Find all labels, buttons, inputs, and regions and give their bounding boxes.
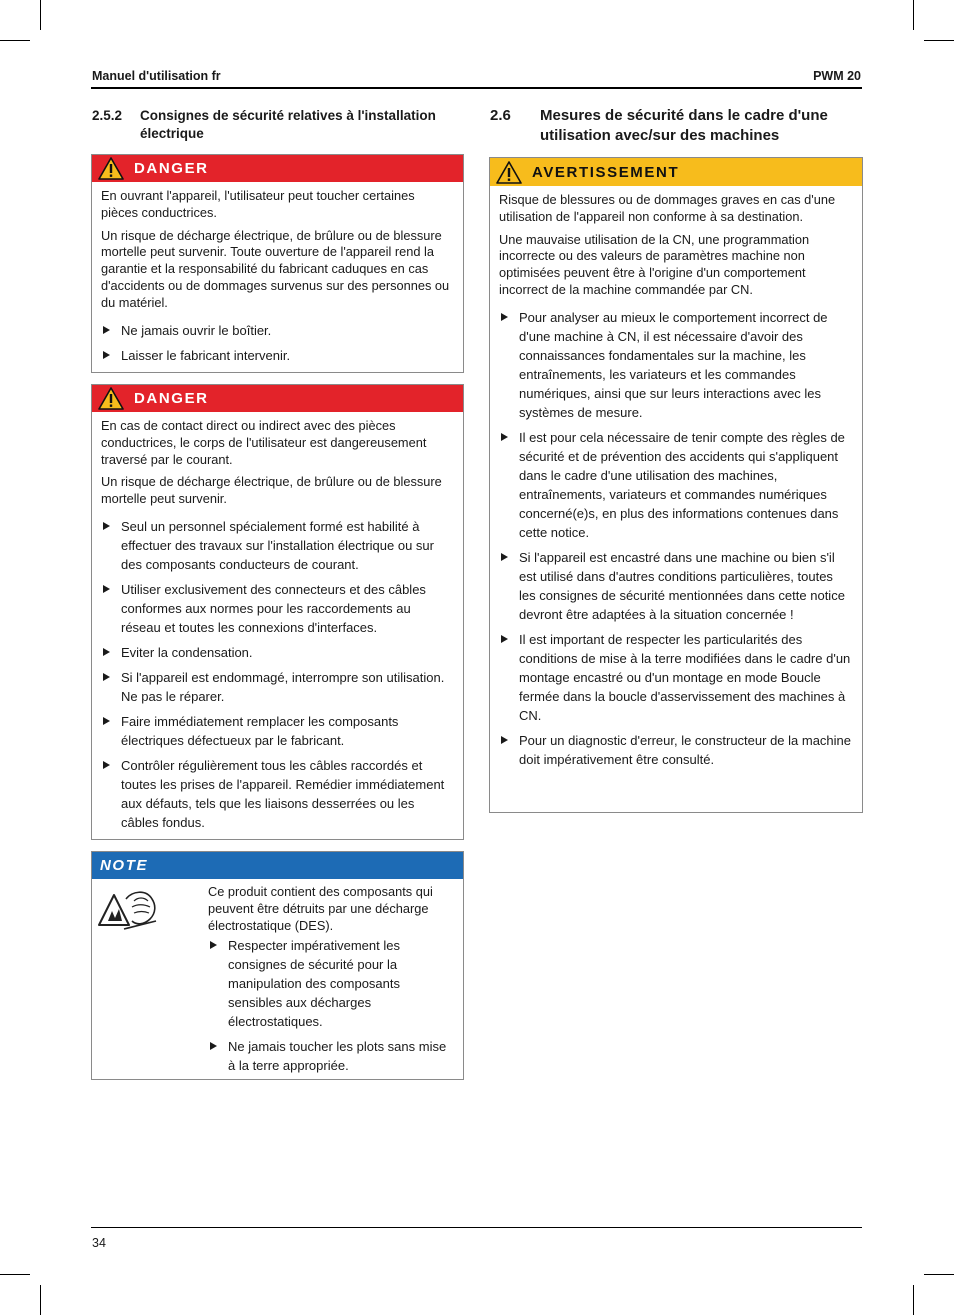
bullet-arrow-icon [103, 326, 110, 334]
danger-box-contact [91, 384, 464, 840]
warning-header [490, 158, 862, 186]
esd-hand-icon [92, 883, 200, 1081]
crop-mark [0, 40, 30, 41]
list-item: Seul un personnel spécialement formé est habilité à effectuer des travaux sur l'installation électrique ou sur des composants conducteurs de courant. [101, 517, 454, 574]
danger-paragraph: Un risque de décharge électrique, de brûlure ou de blessure mortelle peut survenir. Toute ouverture de l'appareil rend la garantie et la responsabilité du fabricant caduques en cas d'accidents ou de dommages survenus sur des personnes ou du matériel. [101, 227, 450, 310]
bullet-arrow-icon [210, 941, 217, 949]
header-rule [91, 87, 862, 89]
section-heading-2-6 [490, 106, 862, 146]
bullet-arrow-icon [103, 673, 110, 681]
bullet-arrow-icon [501, 553, 508, 561]
section-heading-2-5-2 [92, 107, 467, 143]
warning-paragraph: Risque de blessures ou de dommages graves en cas d'une utilisation de l'appareil non conforme à sa destination. [499, 192, 836, 224]
list-item: Si l'appareil est encastré dans une machine ou bien s'il est utilisé dans d'autres conditions particulières, toutes les consignes de sécurité mentionnées dans cette notice devront être adaptées à la situation concernée ! [499, 548, 853, 624]
bullet-arrow-icon [501, 736, 508, 744]
note-label: NOTE [100, 857, 149, 874]
list-item: Laisser le fabricant intervenir. [101, 346, 454, 365]
bullet-arrow-icon [501, 313, 508, 321]
bullet-arrow-icon [103, 522, 110, 530]
list-item: Pour analyser au mieux le comportement incorrect de d'une machine à CN, il est nécessaire d'avoir des connaissances fondamentales sur la machine, les entraînements, les variateurs et les commandes numériques, ainsi que sur leurs interactions avec les systèmes de mesure. [499, 308, 853, 422]
crop-mark [913, 0, 914, 30]
list-item: Utiliser exclusivement des connecteurs et des câbles conformes aux normes pour les raccordements au réseau et toutes les connexions d'interfaces. [101, 580, 454, 637]
bullet-arrow-icon [501, 635, 508, 643]
bullet-arrow-icon [103, 351, 110, 359]
crop-mark [924, 1274, 954, 1275]
warning-triangle-icon [496, 161, 522, 184]
bullet-arrow-icon [103, 585, 110, 593]
warning-box-machines [489, 157, 863, 813]
warning-label: AVERTISSEMENT [532, 163, 680, 181]
list-item: Il est pour cela nécessaire de tenir compte des règles de sécurité et de prévention des accidents qui s'appliquent dans le cadre d'une utilisation des machines, entraînements, variateurs et commandes numériques concerné(e)s, en plus des informations contenues dans cette notice. [499, 428, 853, 542]
crop-mark [913, 1285, 914, 1315]
list-item: Il est important de respecter les particularités des conditions de mise à la terre modifiées dans le cadre d'un montage encastré ou d'un montage en mode Boucle fermée dans la boucle d'asservissement des machines à CN. [499, 630, 853, 725]
danger-header [92, 385, 463, 412]
crop-mark [40, 1285, 41, 1315]
crop-mark [924, 40, 954, 41]
bullet-arrow-icon [210, 1042, 217, 1050]
list-item: Eviter la condensation. [101, 643, 454, 662]
bullet-arrow-icon [103, 717, 110, 725]
list-item: Ne jamais ouvrir le boîtier. [101, 321, 454, 340]
list-item: Ne jamais toucher les plots sans mise à la terre appropriée. [208, 1037, 454, 1075]
section-number: 2.6 [490, 107, 511, 124]
header-manual-title: Manuel d'utilisation fr [92, 69, 221, 83]
section-title: Consignes de sécurité relatives à l'installation électrique [140, 108, 436, 141]
note-header [92, 852, 463, 879]
warning-triangle-icon [98, 157, 124, 180]
bullet-arrow-icon [103, 648, 110, 656]
note-paragraph: Ce produit contient des composants qui peuvent être détruits par une décharge électrostatique (DES). [208, 884, 433, 933]
crop-mark [0, 1274, 30, 1275]
page-number: 34 [92, 1236, 106, 1250]
danger-paragraph: Un risque de décharge électrique, de brûlure ou de blessure mortelle peut survenir. [101, 474, 442, 507]
danger-paragraph: En cas de contact direct ou indirect avec des pièces conductrices, le corps de l'utilisateur est dangereusement traversé par le courant. [101, 418, 427, 467]
header-product-name: PWM 20 [813, 69, 861, 83]
list-item: Faire immédiatement remplacer les composants électriques défectueux par le fabricant. [101, 712, 454, 750]
warning-triangle-icon [98, 387, 124, 410]
danger-label: DANGER [134, 390, 209, 407]
section-number: 2.5.2 [92, 108, 123, 123]
danger-header [92, 155, 463, 182]
danger-paragraph: En ouvrant l'appareil, l'utilisateur peut toucher certaines pièces conductrices. [101, 188, 415, 220]
danger-label: DANGER [134, 160, 209, 177]
warning-paragraph: Une mauvaise utilisation de la CN, une programmation incorrecte ou des valeurs de paramètres machine non optimisées peuvent être à l'origine d'un comportement incorrect de la machine commandée par CN. [499, 231, 810, 297]
list-item: Pour un diagnostic d'erreur, le constructeur de la machine doit impérativement être consulté. [499, 731, 853, 769]
list-item: Respecter impérativement les consignes de sécurité pour la manipulation des composants sensibles aux décharges électrostatiques. [208, 936, 454, 1031]
danger-box-opening [91, 154, 464, 373]
bullet-arrow-icon [103, 761, 110, 769]
crop-mark [40, 0, 41, 30]
footer-rule [91, 1227, 862, 1228]
list-item: Si l'appareil est endommagé, interrompre son utilisation. Ne pas le réparer. [101, 668, 454, 706]
bullet-arrow-icon [501, 433, 508, 441]
section-title: Mesures de sécurité dans le cadre d'une utilisation avec/sur des machines [540, 107, 828, 144]
note-box-esd [91, 851, 464, 1080]
list-item: Contrôler régulièrement tous les câbles raccordés et toutes les prises de l'appareil. Remédier immédiatement aux défauts, tels que les liaisons desserrées ou les câbles fondus. [101, 756, 454, 832]
